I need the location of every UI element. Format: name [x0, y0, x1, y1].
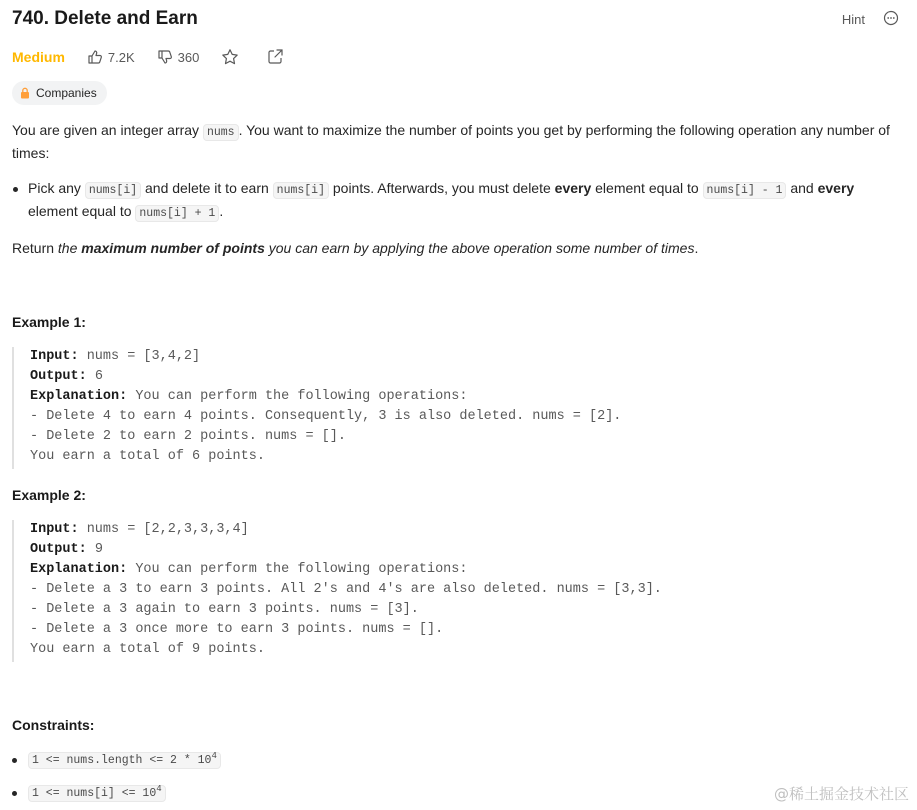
title-row: [12, 6, 905, 32]
more-options-icon[interactable]: [883, 10, 899, 26]
problem-title[interactable]: 740. Delete and Earn: [12, 8, 198, 29]
example-1-block: Input: nums = [3,4,2] Output: 6 Explanation: You can perform the following operations: - Delete 4 to earn 4 points. Consequently, 3 is also deleted. nums = [2]. - Delete 2 to earn 2 points. nums = []. You earn a total of 6 points.: [12, 347, 621, 469]
inline-code: nums[i]: [273, 182, 329, 199]
inline-code: nums[i]: [85, 182, 141, 199]
difficulty-badge: Medium: [12, 49, 65, 65]
constraint-2: [12, 785, 166, 802]
like-button[interactable]: [87, 49, 135, 65]
lock-icon: [20, 87, 30, 99]
star-icon: [221, 48, 239, 66]
favorite-button[interactable]: [221, 48, 244, 66]
inline-code: nums[i] + 1: [135, 205, 219, 222]
example-1-title: Example 1:: [12, 314, 86, 330]
inline-code: nums[i] - 1: [703, 182, 787, 199]
example-2-title: Example 2:: [12, 487, 86, 503]
dislike-count: 360: [177, 49, 200, 65]
thumbs-down-icon: [157, 49, 173, 65]
bullet-dot: [12, 758, 17, 763]
return-statement: Return the maximum number of points you can earn by applying the above operation some number of times.: [12, 240, 699, 256]
meta-row: [12, 46, 311, 68]
constraint-code: 1 <= nums.length <= $2 * 10^4$: [28, 752, 221, 769]
like-count: 7.2K: [107, 49, 135, 65]
dislike-button[interactable]: [157, 49, 200, 65]
bullet-dot: [13, 187, 18, 192]
example-2-block: Input: nums = [2,2,3,3,3,4] Output: 9 Explanation: You can perform the following operations: - Delete a 3 to earn 3 points. All 2's and 4's are also deleted. nums = [3,3]. - Delete a 3 again to earn 3 points. nums = [3]. - Delete a 3 once more to earn 3 points. nums = []. You earn a total of 9 points.: [12, 520, 662, 662]
constraints-title: Constraints:: [12, 717, 95, 733]
companies-label: Companies: [36, 86, 97, 100]
thumbs-up-icon: [87, 49, 103, 65]
inline-code: nums: [203, 124, 239, 141]
hint-button[interactable]: Hint: [841, 12, 865, 27]
operation-bullet: Pick any nums[i] and delete it to earn nums[i] points. Afterwards, you must delete every element equal to nums[i] - 1 and every element equal to nums[i] + 1 .: [12, 178, 892, 224]
companies-tag[interactable]: [12, 81, 107, 105]
constraint-code: 1 <= nums[i] <= $10^4$: [28, 785, 166, 802]
constraint-1: [12, 752, 221, 769]
share-button[interactable]: [266, 48, 289, 66]
bullet-dot: [12, 791, 17, 796]
watermark: @稀土掘金技术社区: [773, 785, 909, 803]
share-icon: [266, 48, 284, 66]
description-paragraph: You are given an integer array nums . You want to maximize the number of points you get by performing the following operation any number of times:: [12, 122, 890, 161]
